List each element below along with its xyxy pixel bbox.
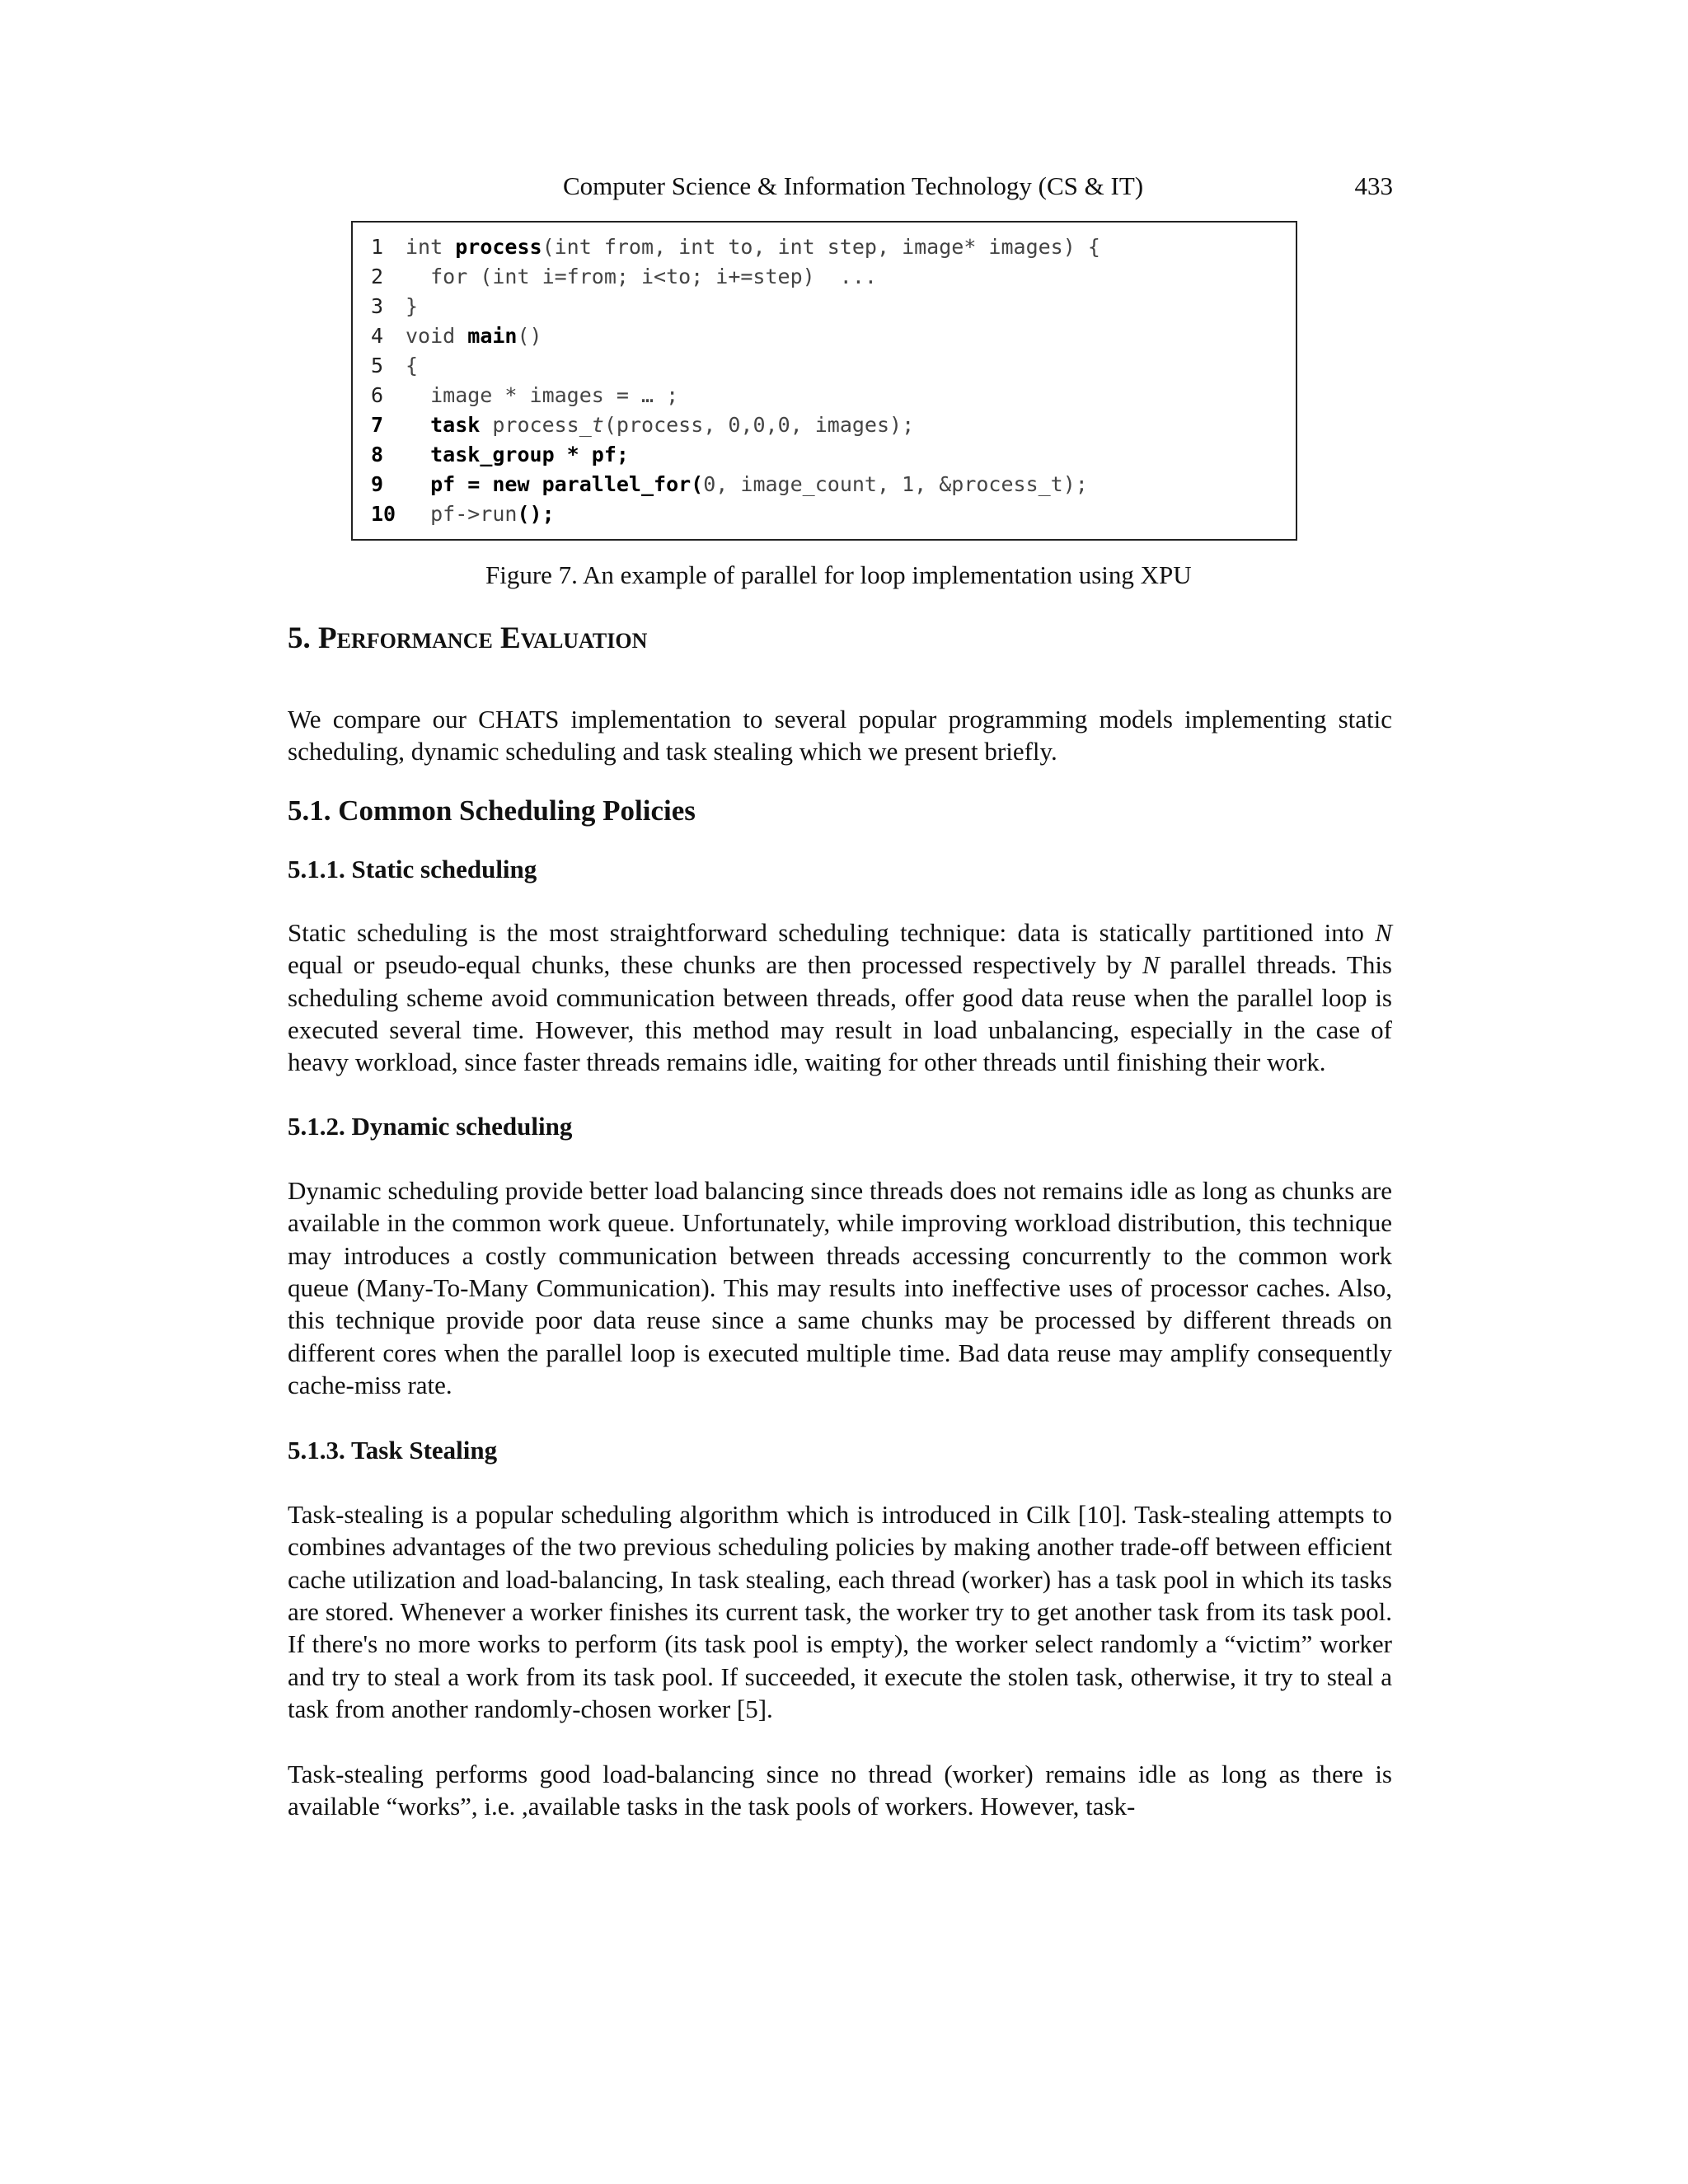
static-scheduling-paragraph: Static scheduling is the most straightforward scheduling technique: data is statically partitioned into N equal or pseudo-equal chunks, these chunks are then processed respectively by N parallel threads. This scheduling scheme avoid communication between threads, offer good data reuse when the parallel loop is executed several time. However, this method may result in load unbalancing, especially in the case of heavy workload, since faster threads remains idle, waiting for other threads until finishing their work.: [288, 917, 1392, 1077]
line-number: 4: [371, 324, 384, 348]
code-line: [371, 232, 1296, 262]
dynamic-scheduling-heading: 5.1.2. Dynamic scheduling: [288, 1111, 573, 1141]
code-text: {: [406, 354, 419, 377]
line-number: 1: [371, 235, 384, 259]
code-line: [371, 351, 1296, 381]
code-keyword: ();: [517, 502, 555, 526]
code-text: void: [406, 324, 468, 348]
task-stealing-heading: 5.1.3. Task Stealing: [288, 1435, 498, 1465]
code-text: image * images = … ;: [406, 383, 679, 407]
section-title: 5. Performance Evaluation: [288, 621, 648, 655]
code-line: [371, 292, 1296, 321]
code-listing: [351, 221, 1297, 541]
code-line: [371, 262, 1296, 292]
code-text: [406, 440, 430, 470]
code-text: }: [406, 294, 419, 318]
section-intro: We compare our CHATS implementation to several popular programming models implementing static scheduling, dynamic scheduling and task stealing which we present briefly.: [288, 705, 1392, 766]
code-text: (): [517, 324, 542, 348]
page-number: 433: [1354, 171, 1393, 200]
line-number: 9: [371, 472, 384, 496]
line-number: 8: [371, 443, 384, 466]
code-line: [371, 440, 1296, 470]
body-content: [288, 618, 1392, 1822]
line-number: 10: [371, 502, 396, 526]
code-line: [371, 470, 1296, 499]
code-text: [406, 410, 430, 440]
task-stealing-paragraph: Task-stealing is a popular scheduling algorithm which is introduced in Cilk [10]. Task-stealing attempts to combines advantages of the two previous scheduling policies by making another trade-off between efficient cache utilization and load-balancing, In task stealing, each thread (worker) has a task pool in which its tasks are stored. Whenever a worker finishes its current task, the worker try to get another task from its task pool. If there's no more works to perform (its task pool is empty), the worker select randomly a “victim” worker and try to steal a work from its task pool. If succeeded, it execute the stolen task, otherwise, it try to steal a task from another randomly-chosen worker [5].: [288, 1499, 1392, 1724]
code-text: process_: [480, 413, 592, 437]
line-number: 2: [371, 265, 384, 288]
code-keyword: pf = new parallel_for(: [430, 472, 704, 496]
task-stealing-paragraph-2: Task-stealing performs good load-balancing since no thread (worker) remains idle as long as there is available “works”, i.e. ,available tasks in the task pools of workers. However, task-: [288, 1759, 1392, 1821]
line-number: 6: [371, 383, 384, 407]
code-text: [406, 470, 430, 499]
code-italic: t: [591, 413, 604, 437]
dynamic-scheduling-paragraph: Dynamic scheduling provide better load balancing since threads does not remains idle as long as chunks are available in the common work queue. Unfortunately, while improving workload distribution, this technique may introduces a costly communication between threads accessing concurrently to the common work queue (Many-To-Many Communication). This may results into ineffective uses of processor caches. Also, this technique provide poor data reuse since a same chunks may be processed by different threads on different cores when the parallel loop is executed multiple time. Bad data reuse may amplify consequently cache-miss rate.: [288, 1175, 1392, 1400]
code-text: int: [406, 235, 456, 259]
figure-caption-text: Figure 7. An example of parallel for loop implementation using XPU: [485, 560, 1192, 589]
code-text: (process, 0,0,0, images);: [603, 413, 915, 437]
line-number: 5: [371, 354, 384, 377]
code-text: pf->run: [406, 502, 518, 526]
code-keyword: task_group * pf;: [430, 443, 629, 466]
code-keyword: process: [455, 235, 542, 259]
static-scheduling-heading: 5.1.1. Static scheduling: [288, 854, 537, 883]
code-keyword: main: [467, 324, 518, 348]
code-line: [371, 410, 1296, 440]
subsection-title: 5.1. Common Scheduling Policies: [288, 794, 696, 827]
code-line: [371, 321, 1296, 351]
code-line: [371, 499, 1296, 529]
line-number: 3: [371, 294, 384, 318]
code-text: for (int i=from; i<to; i+=step) ...: [406, 265, 877, 288]
code-line: [371, 381, 1296, 410]
line-number: 7: [371, 413, 384, 437]
code-text: 0, image_count, 1, &process_t);: [703, 472, 1088, 496]
code-keyword: task: [430, 413, 481, 437]
journal-title: Computer Science & Information Technology (CS & IT): [563, 171, 1144, 200]
code-text: (int from, int to, int step, image* images) {: [542, 235, 1100, 259]
